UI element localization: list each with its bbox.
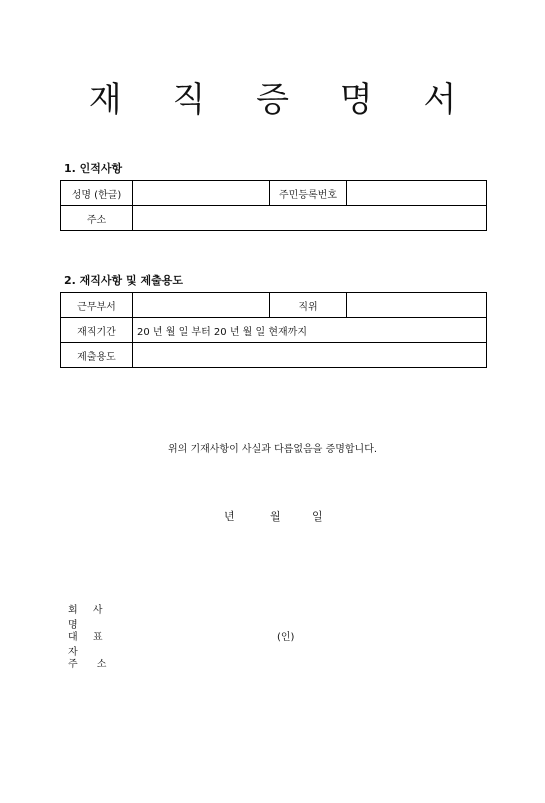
- date-month: 월: [270, 510, 281, 523]
- document-title: 재 직 증 명 서: [88, 80, 477, 120]
- company-address-row: [68, 655, 128, 670]
- dept-field[interactable]: [133, 293, 270, 318]
- certification-statement: 위의 기재사항이 사실과 다름없음을 증명합니다.: [167, 444, 378, 455]
- company-name-label: 회 사 명: [68, 605, 109, 631]
- company-name-row: [68, 601, 128, 631]
- position-field[interactable]: [347, 293, 487, 318]
- personal-info-table: [60, 180, 487, 231]
- address-label: 주소: [61, 206, 133, 231]
- name-field[interactable]: [133, 181, 270, 206]
- date-year: 년: [224, 510, 235, 523]
- rrn-label: 주민등록번호: [270, 181, 347, 206]
- address-field[interactable]: [133, 206, 487, 231]
- section1-heading: 1. 인적사항: [64, 162, 123, 175]
- period-label: 재직기간: [61, 318, 133, 343]
- position-label: 직위: [270, 293, 347, 318]
- name-label: 성명 (한글): [61, 181, 133, 206]
- period-field[interactable]: 20 년 월 일 부터 20 년 월 일 현재까지: [133, 318, 487, 343]
- rrn-field[interactable]: [347, 181, 487, 206]
- purpose-label: 제출용도: [61, 343, 133, 368]
- employment-info-table: [60, 292, 487, 368]
- date-day: 일: [312, 510, 323, 523]
- purpose-field[interactable]: [133, 343, 487, 368]
- dept-label: 근무부서: [61, 293, 133, 318]
- ceo-row: [68, 628, 128, 658]
- section2-heading: 2. 재직사항 및 제출용도: [64, 274, 183, 287]
- seal-mark: (인): [277, 632, 295, 643]
- ceo-label: 대 표 자: [68, 632, 109, 658]
- company-address-label: 주 소: [68, 659, 107, 670]
